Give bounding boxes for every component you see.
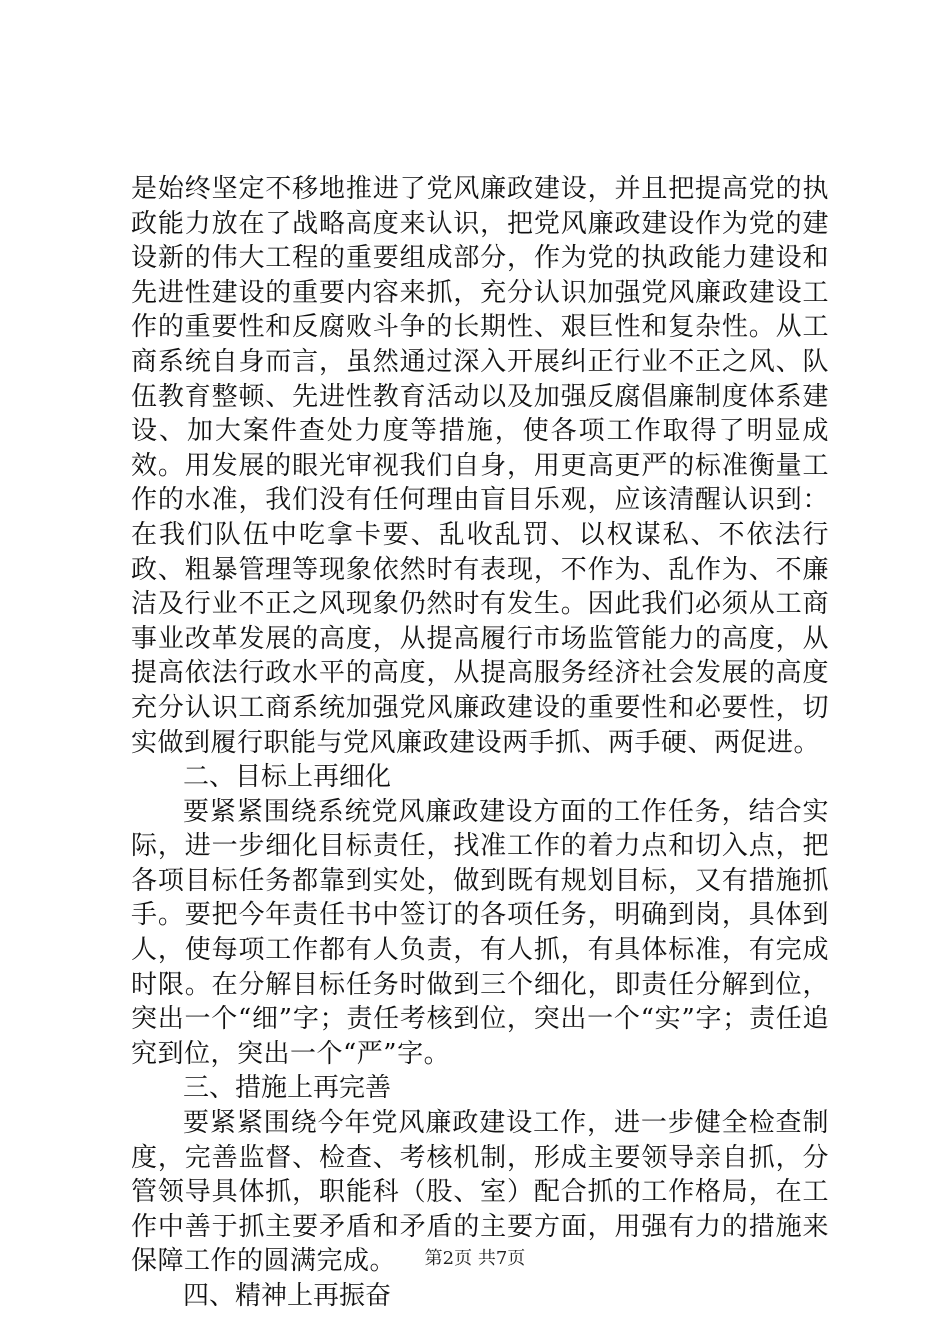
section-heading-2: 二、目标上再细化 [183,762,392,793]
paragraph-measures-improvement: 要紧紧围绕今年党风廉政建设工作，进一步健全检查制度，完善监督、检查、考核机制，形成主要领导亲自抓，分管领导具体抓，职能科（股、室）配合抓的工作格局，在工作中善于抓主要矛盾和矛盾的主要方面，用强有力的措施来保障工作的圆满完成。 [131,1108,829,1277]
paragraph-target-refinement: 要紧紧围绕系统党风廉政建设方面的工作任务，结合实际，进一步细化目标责任，找准工作的着力点和切入点，把各项目标任务都靠到实处，做到既有规划目标，又有措施抓手。要把今年责任书中签订的各项任务，明确到岗，具体到人，使每项工作都有人负责，有人抓，有具体标准，有完成时限。在分解目标任务时做到三个细化，即责任分解到位，突出一个“细”字；责任考核到位，突出一个“实”字；责任追究到位，突出一个“严”字。 [131,796,829,1069]
document-body [131,172,829,1314]
section-heading-3: 三、措施上再完善 [183,1073,392,1104]
paragraph-party-integrity-importance: 是始终坚定不移地推进了党风廉政建设，并且把提高党的执政能力放在了战略高度来认识，把党风廉政建设作为党的建设新的伟大工程的重要组成部分，作为党的执政能力建设和先进性建设的重要内容来抓，充分认识加强党风廉政建设工作的重要性和反腐败斗争的长期性、艰巨性和复杂性。从工商系统自身而言，虽然通过深入开展纠正行业不正之风、队伍教育整顿、先进性教育活动以及加强反腐倡廉制度体系建设、加大案件查处力度等措施，使各项工作取得了明显成效。用发展的眼光审视我们自身，用更高更严的标准衡量工作的水准，我们没有任何理由盲目乐观，应该清醒认识到：在我们队伍中吃拿卡要、乱收乱罚、以权谋私、不依法行政、粗暴管理等现象依然时有表现，不作为、乱作为、不廉洁及行业不正之风现象仍然时有发生。因此我们必须从工商事业改革发展的高度，从提高履行市场监管能力的高度，从提高依法行政水平的高度，从提高服务经济社会发展的高度充分认识工商系统加强党风廉政建设的重要性和必要性，切实做到履行职能与党风廉政建设两手抓、两手硬、两促进。 [131,174,829,758]
page-footer: 第2页 共7页 [424,1248,526,1269]
section-heading-4: 四、精神上再振奋 [183,1281,392,1311]
